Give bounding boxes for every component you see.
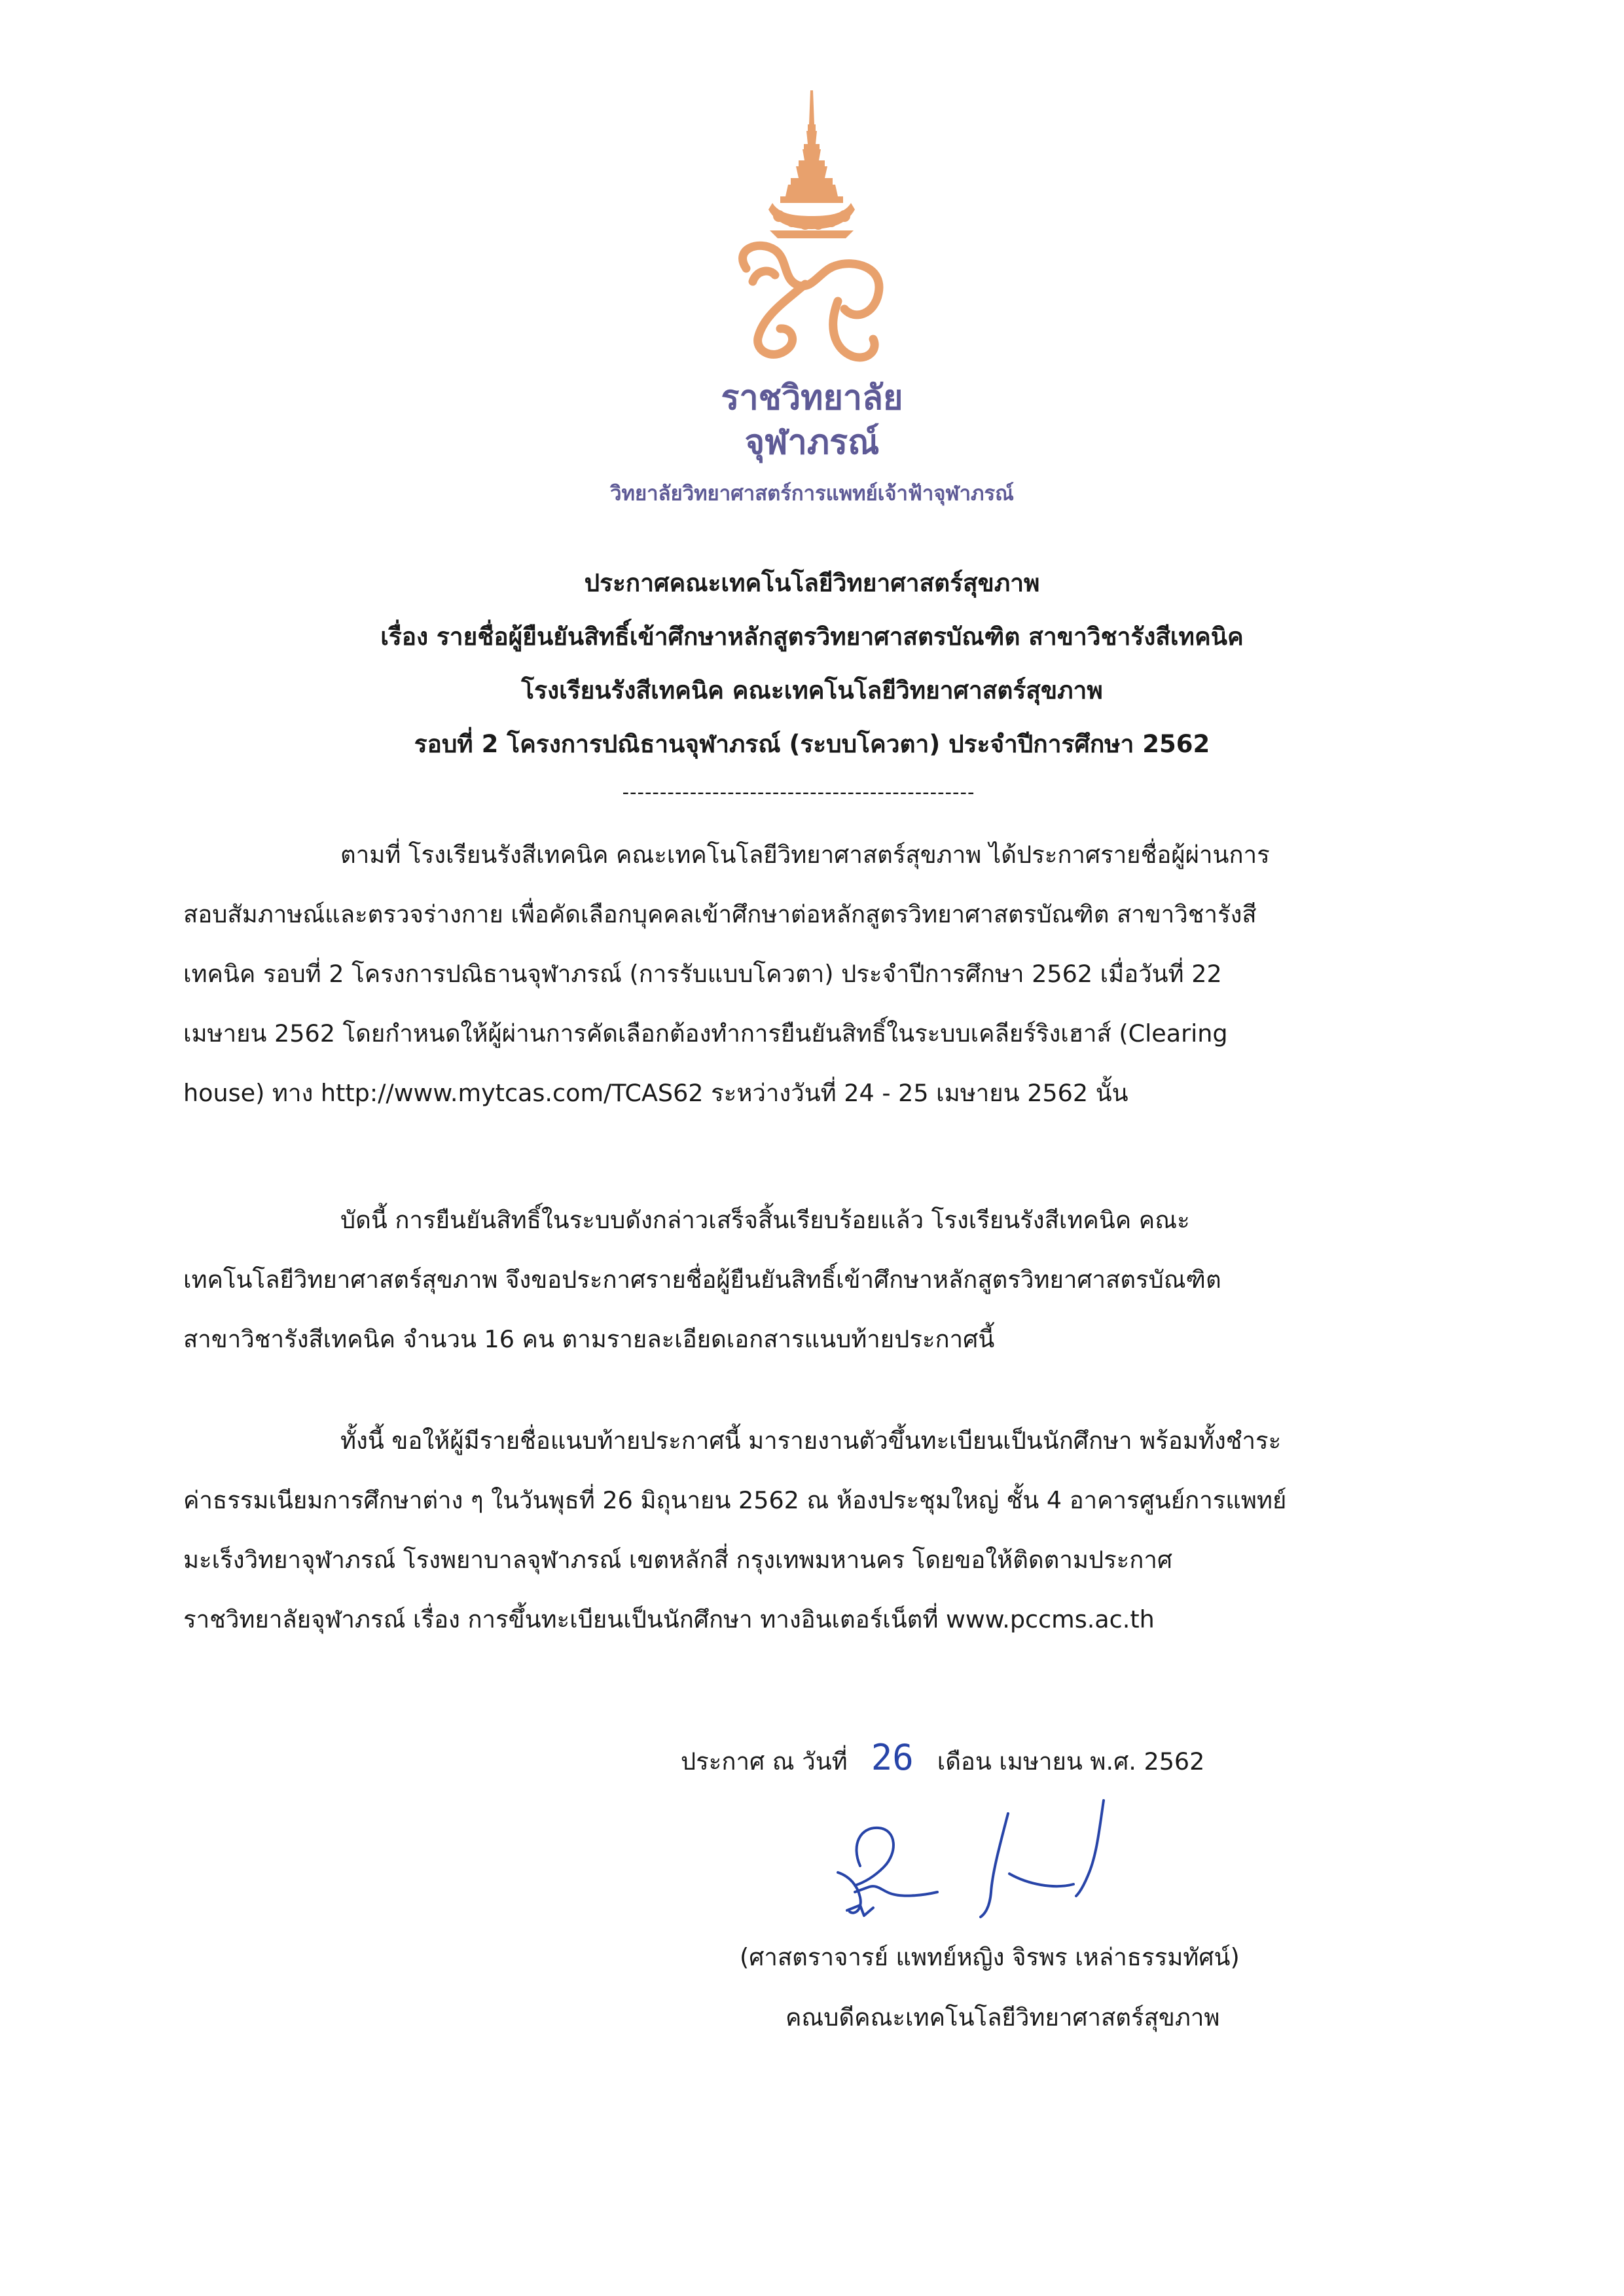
heading-line-3: โรงเรียนรังสีเทคนิค คณะเทคโนโลยีวิทยาศาสตร์สุขภาพ [521,676,1103,704]
institution-name-line-1: ราชวิทยาลัย [721,378,903,418]
announcement-heading [0,556,1624,771]
body-paragraph-1 [183,825,1420,1123]
dateline-suffix: เดือน เมษายน พ.ศ. 2562 [937,1747,1205,1776]
royal-spire-crown-emblem-icon [707,85,916,373]
heading-separator: ----------------------------------------------- [622,781,975,803]
paragraph-1-line-1: ตามที่ โรงเรียนรังสีเทคนิค คณะเทคโนโลยีวิทยาศาสตร์สุขภาพ ได้ประกาศรายชื่อผู้ผ่านการ [340,841,1270,869]
body-paragraph-3 [183,1411,1420,1649]
dateline-prefix: ประกาศ ณ วันที่ [681,1747,848,1776]
paragraph-1-line-4: เมษายน 2562 โดยกำหนดให้ผู้ผ่านการคัดเลือกต้องทำการยืนยันสิทธิ์ในระบบเคลียร์ริงเฮาส์ (Clearing [183,1019,1228,1048]
college-name: วิทยาลัยวิทยาศาสตร์การแพทย์เจ้าฟ้าจุฬาภรณ์ [610,482,1014,505]
signatory-name: (ศาสตราจารย์ แพทย์หญิง จิรพร เหล่าธรรมทัศน์) [740,1943,1240,1971]
signatory-title: คณบดีคณะเทคโนโลยีวิทยาศาสตร์สุขภาพ [785,2003,1220,2032]
paragraph-3-line-1: ทั้งนี้ ขอให้ผู้มีรายชื่อแนบท้ายประกาศนี้ มารายงานตัวขึ้นทะเบียนเป็นนักศึกษา พร้อมทั้งชำระ [340,1427,1282,1455]
handwritten-signature [792,1787,1159,1951]
dateline-handwritten-day: 26 [871,1737,914,1778]
institution-name-line-2: จุฬาภรณ์ [744,423,880,462]
paragraph-2-line-1: บัดนี้ การยืนยันสิทธิ์ในระบบดังกล่าวเสร็จสิ้นเรียบร้อยแล้ว โรงเรียนรังสีเทคนิค คณะ [340,1206,1190,1234]
paragraph-3-line-4: ราชวิทยาลัยจุฬาภรณ์ เรื่อง การขึ้นทะเบียนเป็นนักศึกษา ทางอินเตอร์เน็ตที่ www.pccms.ac.th [183,1605,1155,1633]
paragraph-1-line-2: สอบสัมภาษณ์และตรวจร่างกาย เพื่อคัดเลือกบุคคลเข้าศึกษาต่อหลักสูตรวิทยาศาสตรบัณฑิต สาขาวิชารังสี [183,900,1257,928]
paragraph-2-line-2: เทคโนโลยีวิทยาศาสตร์สุขภาพ จึงขอประกาศรายชื่อผู้ยืนยันสิทธิ์เข้าศึกษาหลักสูตรวิทยาศาสตรบัณฑิต [183,1266,1221,1294]
paragraph-1-line-5: house) ทาง http://www.mytcas.com/TCAS62 ระหว่างวันที่ 24 - 25 เมษายน 2562 นั้น [183,1079,1128,1107]
paragraph-1-line-3: เทคนิค รอบที่ 2 โครงการปณิธานจุฬาภรณ์ (การรับแบบโควตา) ประจำปีการศึกษา 2562 เมื่อวันที่ 22 [183,960,1222,988]
paragraph-3-line-2: ค่าธรรมเนียมการศึกษาต่าง ๆ ในวันพุธที่ 26 มิถุนายน 2562 ณ ห้องประชุมใหญ่ ชั้น 4 อาคารศูนย์การแพทย์ [183,1486,1287,1514]
announcement-dateline [681,1728,1204,1787]
paragraph-3-line-3: มะเร็งวิทยาจุฬาภรณ์ โรงพยาบาลจุฬาภรณ์ เขตหลักสี่ กรุงเทพมหานคร โดยขอให้ติดตามประกาศ [183,1546,1173,1574]
body-paragraph-2 [183,1190,1420,1369]
paragraph-2-line-3: สาขาวิชารังสีเทคนิค จำนวน 16 คน ตามรายละเอียดเอกสารแนบท้ายประกาศนี้ [183,1325,995,1353]
heading-line-4: รอบที่ 2 โครงการปณิธานจุฬาภรณ์ (ระบบโควตา) ประจำปีการศึกษา 2562 [414,730,1210,758]
heading-line-2: เรื่อง รายชื่อผู้ยืนยันสิทธิ์เข้าศึกษาหลักสูตรวิทยาศาสตรบัณฑิต สาขาวิชารังสีเทคนิค [380,623,1244,651]
heading-line-1: ประกาศคณะเทคโนโลยีวิทยาศาสตร์สุขภาพ [584,569,1040,597]
